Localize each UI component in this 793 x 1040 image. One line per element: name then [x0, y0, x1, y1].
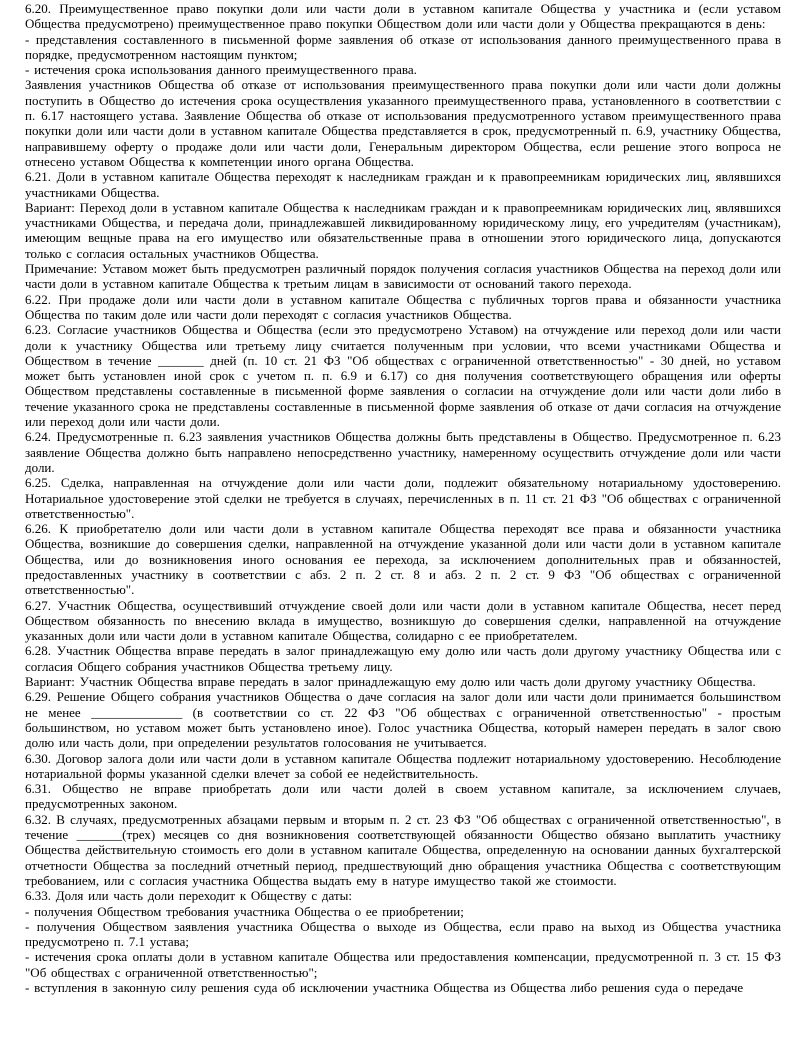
clause-6-30: 6.30. Договор залога доли или части доли в уставном капитале Общества подлежит нотариальному удостоверению. Несоблюдение нотариальной формы указанной сделки влечет за собой ее недействительность. [25, 750, 781, 781]
clause-6-22: 6.22. При продаже доли или части доли в уставном капитале Общества с публичных торгов права и обязанности участника Общества по таким доле или части доли переходят с согласия участников Общества. [25, 291, 781, 322]
clause-6-28-variant: Вариант: Участник Общества вправе передать в залог принадлежащую ему долю или часть доли другому участнику Общества. [25, 674, 756, 690]
clause-6-21-variant: Вариант: Переход доли в уставном капитале Общества к наследникам граждан и к правопреемникам юридических лиц, являвшихся участниками Общества, и передача доли, принадлежавшей ликвидированному юридическому лицу, его учредителям (участникам), имеющим вещные права на его имущество или обязательственные права в отношении этого юридического лица, допускаются только с согласия остальных участников Общества. [25, 199, 781, 261]
clause-6-26: 6.26. К приобретателю доли или части доли в уставном капитале Общества переходят все права и обязанности участника Общества, возникшие до совершения сделки, направленной на отчуждение указанной доли или части доли в уставном капитале Общества, или до возникновения иного основания ее перехода, за исключением дополнительных прав и обязанностей, предоставленных участнику в соответствии с абз. 2 п. 2 ст. 8 и абз. 2 п. 2 ст. 9 ФЗ "Об обществах с ограниченной ответственностью". [25, 521, 781, 598]
clause-6-25: 6.25. Сделка, направленная на отчуждение доли или части доли, подлежит обязательному нотариальному удостоверению. Нотариальное удостоверение этой сделки не требуется в случаях, перечисленных в п. 11 ст. 21 ФЗ "Об обществах с ограниченной ответственностью". [25, 475, 781, 521]
clause-6-27: 6.27. Участник Общества, осуществивший отчуждение своей доли или части доли в уставном капитале Общества, несет перед Обществом обязанность по внесению вклада в имущество, возникшую до совершения сделки, направленной на отчуждение указанных доли или части доли в уставном капитале Общества, солидарно с ее приобретателем. [25, 597, 781, 644]
clause-6-32: 6.32. В случаях, предусмотренных абзацами первым и вторым п. 2 ст. 23 ФЗ "Об обществах с ограниченной ответственностью", в течение _______(трех) месяцев со дня возникновения соответствующей обязанности Общество обязано выплатить участнику Общества действительную стоимость его доли в уставном капитале Общества, определенную на основании данных бухгалтерской отчетности Общества за последний отчетный период, предшествующий дню обращения участника Общества с соответствующим требованием, или с согласия участника Общества выдать ему в натуре имущество такой же стоимости. [25, 811, 781, 888]
clause-6-33: 6.33. Доля или часть доли переходит к Обществу с даты: [25, 888, 353, 904]
clause-6-28: 6.28. Участник Общества вправе передать в залог принадлежащую ему долю или часть доли другому участнику Общества или с согласия Общего собрания участников Общества третьему лицу. [25, 643, 781, 674]
clause-6-33-bullet-3: - истечения срока оплаты доли в уставном капитале Общества или предоставления компенсации, предусмотренной п. 3 ст. 15 ФЗ "Об обществах с ограниченной ответственностью"; [25, 949, 781, 980]
clause-6-29: 6.29. Решение Общего собрания участников Общества о даче согласия на залог доли или части доли принимается большинством не менее ______________ (в соответствии со ст. 22 ФЗ "Об обществах с ограниченной ответственностью" - простым большинством, но уставом может быть установлено иное). Голос участника Общества, который намерен передать в залог свою долю или часть доли, при определении результатов голосования не учитывается. [25, 689, 781, 751]
clause-6-33-bullet-1: - получения Обществом требования участника Общества о ее приобретении; [25, 903, 464, 919]
clause-6-31: 6.31. Общество не вправе приобретать доли или части долей в своем уставном капитале, за исключением случаев, предусмотренных законом. [25, 781, 781, 812]
clause-6-21: 6.21. Доли в уставном капитале Общества переходят к наследникам граждан и к правопреемникам юридических лиц, являвшихся участниками Общества. [25, 169, 781, 200]
clause-6-20-continuation: Заявления участников Общества об отказе от использования преимущественного права покупки доли или части доли должны поступить в Общество до истечения срока осуществления указанного преимущественного права, установленного в соответствии с п. 6.17 настоящего устава. Заявление Общества об отказе от использования предусмотренного уставом преимущественного права покупки доли или части доли в уставном капитале Общества представляется в срок, предусмотренный п. 6.9, участнику Общества, направившему оферту о продаже доли или части доли, Генеральным директором Общества, если решение этого вопроса не отнесено уставом Общества к компетенции иного органа Общества. [25, 77, 781, 169]
clause-6-20-bullet-1: - представления составленного в письменной форме заявления об отказе от использования данного преимущественного права в порядке, предусмотренном настоящим пунктом; [25, 31, 781, 62]
clause-6-20: 6.20. Преимущественное право покупки доли или части доли в уставном капитале Общества у участника и (если уставом Общества предусмотрено) преимущественное право покупки Обществом доли или части доли у Общества прекращаются в день: [25, 1, 781, 32]
clause-6-24: 6.24. Предусмотренные п. 6.23 заявления участников Общества должны быть представлены в Общество. Предусмотренное п. 6.23 заявление Общества должно быть направлено непосредственно участнику, намеренному осуществить отчуждение доли или части доли. [25, 429, 781, 475]
clause-6-33-bullet-2: - получения Обществом заявления участника Общества о выходе из Общества, если право на выход из Общества участника предусмотрено п. 7.1 устава; [25, 918, 781, 950]
clause-6-20-bullet-2: - истечения срока использования данного преимущественного права. [25, 62, 417, 78]
clause-6-23: 6.23. Согласие участников Общества и Общества (если это предусмотрено Уставом) на отчуждение или переход доли или части доли к участнику Общества или третьему лицу считается полученным при условии, что всеми участниками Общества и Обществом в течение _______ дней (п. 10 ст. 21 ФЗ "Об обществах с ограниченной ответственностью" - 30 дней, но уставом может быть установлен иной срок с учетом п. п. 6.9 и 6.17) со дня получения соответствующего обращения или оферты Обществом представлены составленные в письменной форме заявления о согласии на отчуждение доли или части доли либо в течение указанного срока не представлены составленные в письменной форме заявления об отказе от дачи согласия на отчуждение или переход доли или части доли. [25, 322, 781, 430]
clause-6-33-bullet-4: - вступления в законную силу решения суда об исключении участника Общества из Общества либо решения суда о передаче [25, 980, 744, 995]
clause-6-21-note: Примечание: Уставом может быть предусмотрен различный порядок получения согласия участников Общества на переход доли или части доли в уставном капитале Общества к третьим лицам в зависимости от оснований такого перехода. [25, 261, 781, 292]
